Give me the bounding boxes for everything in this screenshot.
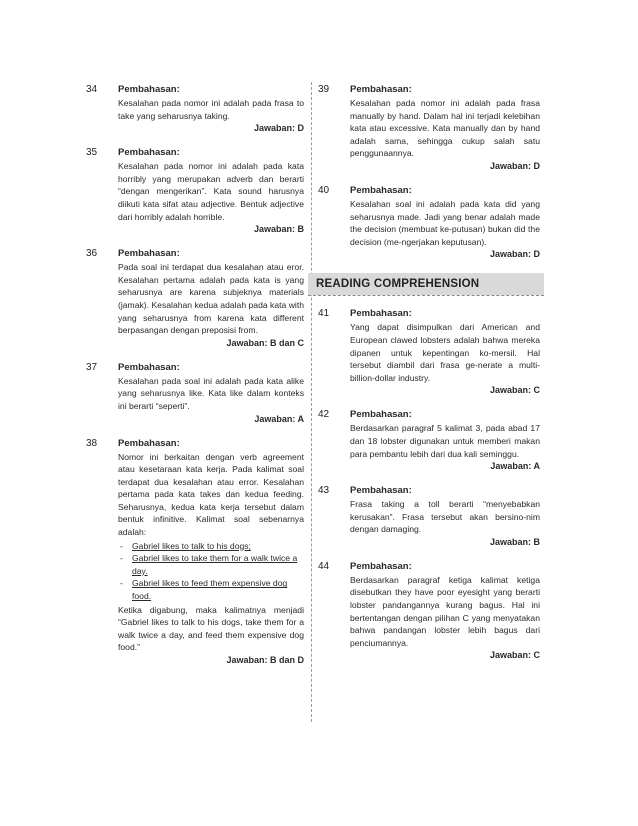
answer-entry-34 <box>86 84 304 133</box>
entry-heading: Pembahasan: <box>350 84 412 95</box>
question-number: 43 <box>318 485 330 497</box>
entry-heading: Pembahasan: <box>118 437 180 449</box>
sentence-list <box>118 540 304 603</box>
answer-entry-37 <box>86 362 304 424</box>
entry-answer: Jawaban: B dan C <box>226 337 304 348</box>
section-heading: READING COMPREHENSION <box>308 273 544 295</box>
right-column <box>318 84 540 674</box>
section-divider <box>308 295 544 296</box>
answer-entry-36 <box>86 248 304 348</box>
entry-answer: Jawaban: C <box>489 385 540 396</box>
column-separator <box>311 82 312 722</box>
answer-entry-40 <box>318 185 540 259</box>
answer-entry-35 <box>86 147 304 234</box>
answer-entry-44 <box>318 561 540 661</box>
entry-answer: Jawaban: D <box>489 249 540 260</box>
entry-answer: Jawaban: B dan D <box>226 655 304 665</box>
entry-heading: Pembahasan: <box>118 361 180 373</box>
entry-heading: Pembahasan: <box>118 84 180 95</box>
entry-explanation: Kesalahan pada soal ini adalah pada kata alike yang seharusnya like. Kata like dalam konteks ini berarti “seperti”. <box>118 375 304 411</box>
question-number: 40 <box>318 184 330 196</box>
question-number: 37 <box>86 361 98 373</box>
entry-answer: Jawaban: A <box>490 461 540 472</box>
answer-entry-39 <box>318 84 540 171</box>
entry-heading: Pembahasan: <box>118 147 180 159</box>
answer-entry-42 <box>318 409 540 471</box>
entry-answer: Jawaban: D <box>489 160 540 171</box>
question-number: 38 <box>86 437 98 449</box>
entry-explanation: Kesalahan pada nomor ini adalah pada frasa manually by hand. Dalam hal ini terjadi kelebihan kata atau excessive. Kata manually dan by hand adalah sama, sehingga cukup salah satu penggunaannya. <box>350 98 540 159</box>
question-number: 42 <box>318 409 330 421</box>
entry-heading: Pembahasan: <box>118 248 180 260</box>
entry-explanation: Nomor ini berkaitan dengan verb agreement atau kesetaraan kata kerja. Pada kalimat soal terdapat dua kesalahan atau error. Kesalahan pertama pada kata takes dan kedua feeding. Seharusnya, kedua kata kerja tersebut dalam bentuk infinitive. Kalimat soal sebenarnya adalah: <box>118 451 304 538</box>
entry-explanation: Kesalahan pada nomor ini adalah pada frasa to take yang seharusnya taking. <box>118 98 304 121</box>
question-number: 39 <box>318 84 330 95</box>
entry-answer: Jawaban: A <box>254 413 304 424</box>
entry-heading: Pembahasan: <box>350 308 412 320</box>
list-item: - Gabriel likes to take them for a walk twice a day. <box>118 552 304 577</box>
entry-answer: Jawaban: B <box>253 224 304 235</box>
entry-explanation: Berdasarkan paragraf ketiga kalimat ketiga disebutkan they have poor eyesight yang berarti lobster pandangannya kurang bagus. Hal ini bertentangan dengan pilihan C yang menyatakan bahwa pandangan lobster lebih bagus dari penciumannya. <box>350 574 540 648</box>
entry-explanation: Pada soal ini terdapat dua kesalahan atau eror. Kesalahan pertama adalah pada kata is yang seharusnya are karena subjeknya materials (jamak). Kesalahan kedua adalah pada kata with yang seharusnya from karena kata different berpasangan dengan preposisi from. <box>118 262 304 336</box>
entry-explanation: Kesalahan pada nomor ini adalah pada kata horribly yang merupakan adverb dan berarti “dengan mengerikan”. Kata sound harusnya diikuti kata sifat atau adjective. Bentuk adjective dari horribly adalah horrible. <box>118 161 304 222</box>
entry-answer: Jawaban: D <box>253 123 304 134</box>
left-column <box>86 84 304 679</box>
answer-entry-38 <box>86 438 304 666</box>
entry-explanation: Berdasarkan paragraf 5 kalimat 3, pada abad 17 dan 18 lobster digunakan untuk memberi makan para pembantu lebih dari dua kali seminggu. <box>350 423 540 459</box>
entry-heading: Pembahasan: <box>350 560 412 572</box>
question-number: 34 <box>86 84 98 95</box>
entry-heading: Pembahasan: <box>350 409 412 421</box>
answer-entry-41 <box>318 308 540 395</box>
list-item: - Gabriel likes to feed them expensive dog food. <box>118 577 304 602</box>
entry-answer: Jawaban: B <box>489 536 540 547</box>
entry-heading: Pembahasan: <box>350 184 412 196</box>
question-number: 35 <box>86 147 98 159</box>
entry-explanation: Frasa taking a toll berarti “menyebabkan kerusakan”. Frasa tersebut akan bersino-nim dengan damaging. <box>350 499 540 535</box>
entry-answer: Jawaban: C <box>489 650 540 661</box>
question-number: 36 <box>86 248 98 260</box>
entry-explanation: Kesalahan soal ini adalah pada kata did yang seharusnya made. Jadi yang benar adalah made the decision (membuat ke-putusan) bukan did the decision (me-ngerjakan keputusan). <box>350 198 540 247</box>
entry-heading: Pembahasan: <box>350 485 412 497</box>
question-number: 41 <box>318 308 330 320</box>
question-number: 44 <box>318 560 330 572</box>
entry-explanation: Yang dapat disimpulkan dari American and European clawed lobsters adalah bahwa mereka dipanen untuk kepentingan ko-mersil. Hal tersebut diambil dari frasa ge-nerate a multi-billion-dollar industry. <box>350 322 540 383</box>
list-item: - Gabriel likes to talk to his dogs; <box>118 540 304 553</box>
answer-entry-43 <box>318 485 540 547</box>
entry-explanation-continued: Ketika digabung, maka kalimatnya menjadi “Gabriel likes to talk to his dogs, take them for a walk twice a day, and feed them expensive dog food.” <box>118 604 304 653</box>
